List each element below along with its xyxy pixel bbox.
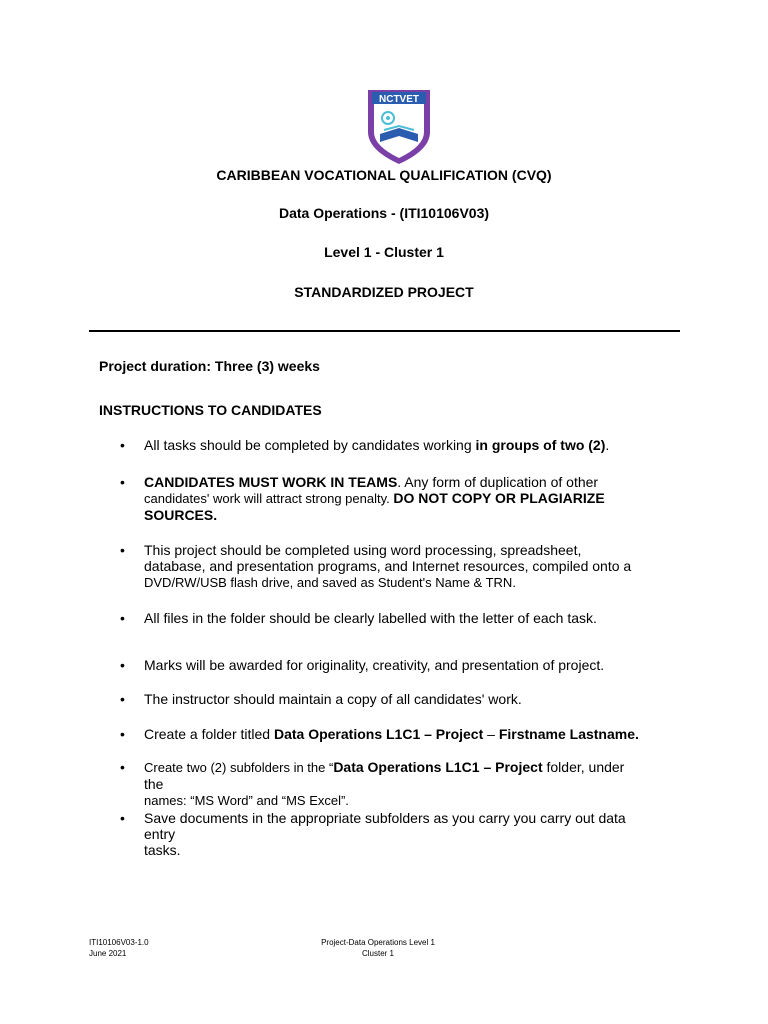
text: Create two (2) subfolders in the “ [144,760,334,775]
level-cluster: Level 1 - Cluster 1 [324,244,444,260]
text: All tasks should be completed by candidates working [144,437,476,453]
text: names: “MS Word” and “MS Excel”. [144,793,349,808]
text: Save documents in the appropriate subfolders as you carry you carry out data entry [144,810,626,842]
text: candidates' work will attract strong penalty. [144,491,394,506]
bullet-icon: • [120,474,125,490]
text-bold: in groups of two (2) [475,437,606,453]
text: – [483,726,499,742]
text-bold: Data Operations L1C1 – Project [333,759,543,775]
text: Create a folder titled [144,726,274,742]
nctvet-logo [366,88,432,166]
list-item [120,726,644,742]
horizontal-rule [89,330,680,332]
text-bold: DO NOT COPY OR PLAGIARIZE [393,490,605,506]
bullet-icon: • [120,610,125,626]
qualification-title: CARIBBEAN VOCATIONAL QUALIFICATION (CVQ) [216,167,552,183]
bullet-icon: • [120,657,125,673]
bullet-icon: • [120,759,125,775]
project-duration: Project duration: Three (3) weeks [99,358,320,374]
text-bold: Data Operations L1C1 – Project [273,726,484,742]
footer-cluster: Cluster 1 [361,949,394,958]
footer-title: Project-Data Operations Level 1 [321,938,435,947]
document-date: June 2021 [89,949,127,958]
text: . [605,437,610,453]
text-bold: SOURCES. [144,507,218,523]
text: DVD/RW/USB flash drive, and saved as Student's Name & TRN. [144,575,516,590]
bullet-icon: • [120,542,125,558]
footer-left [89,937,149,959]
bullet-icon: • [120,810,125,826]
footer-center [298,937,458,959]
list-item [120,759,644,809]
document-title: STANDARDIZED PROJECT [294,284,474,300]
bullet-icon: • [120,691,125,707]
list-item [120,810,644,858]
text: folder, under the [144,759,625,792]
text: database, and presentation programs, and Internet resources, compiled onto a [144,558,632,574]
text: Marks will be awarded for originality, creativity, and presentation of project. [144,657,605,673]
bullet-icon: • [120,726,125,742]
text: This project should be completed using word processing, spreadsheet, [144,542,582,558]
bullet-icon: • [120,437,125,453]
list-item [120,437,644,453]
list-item [120,542,644,591]
text: The instructor should maintain a copy of all candidates' work. [144,691,522,707]
text-bold: Firstname Lastname. [498,726,639,742]
document-code: ITI10106V03-1.0 [89,938,149,947]
list-item [120,657,644,673]
text: All files in the folder should be clearly labelled with the letter of each task. [144,610,597,626]
logo-text: NCTVET [379,94,419,105]
text-bold: CANDIDATES MUST WORK IN TEAMS [144,474,398,490]
course-title: Data Operations - (ITI10106V03) [278,205,490,221]
instructions-heading: INSTRUCTIONS TO CANDIDATES [99,402,322,418]
list-item [120,691,644,707]
list-item [120,610,644,626]
list-item [120,474,644,523]
text: . Any form of duplication of other [397,474,599,490]
text: tasks. [144,842,181,858]
